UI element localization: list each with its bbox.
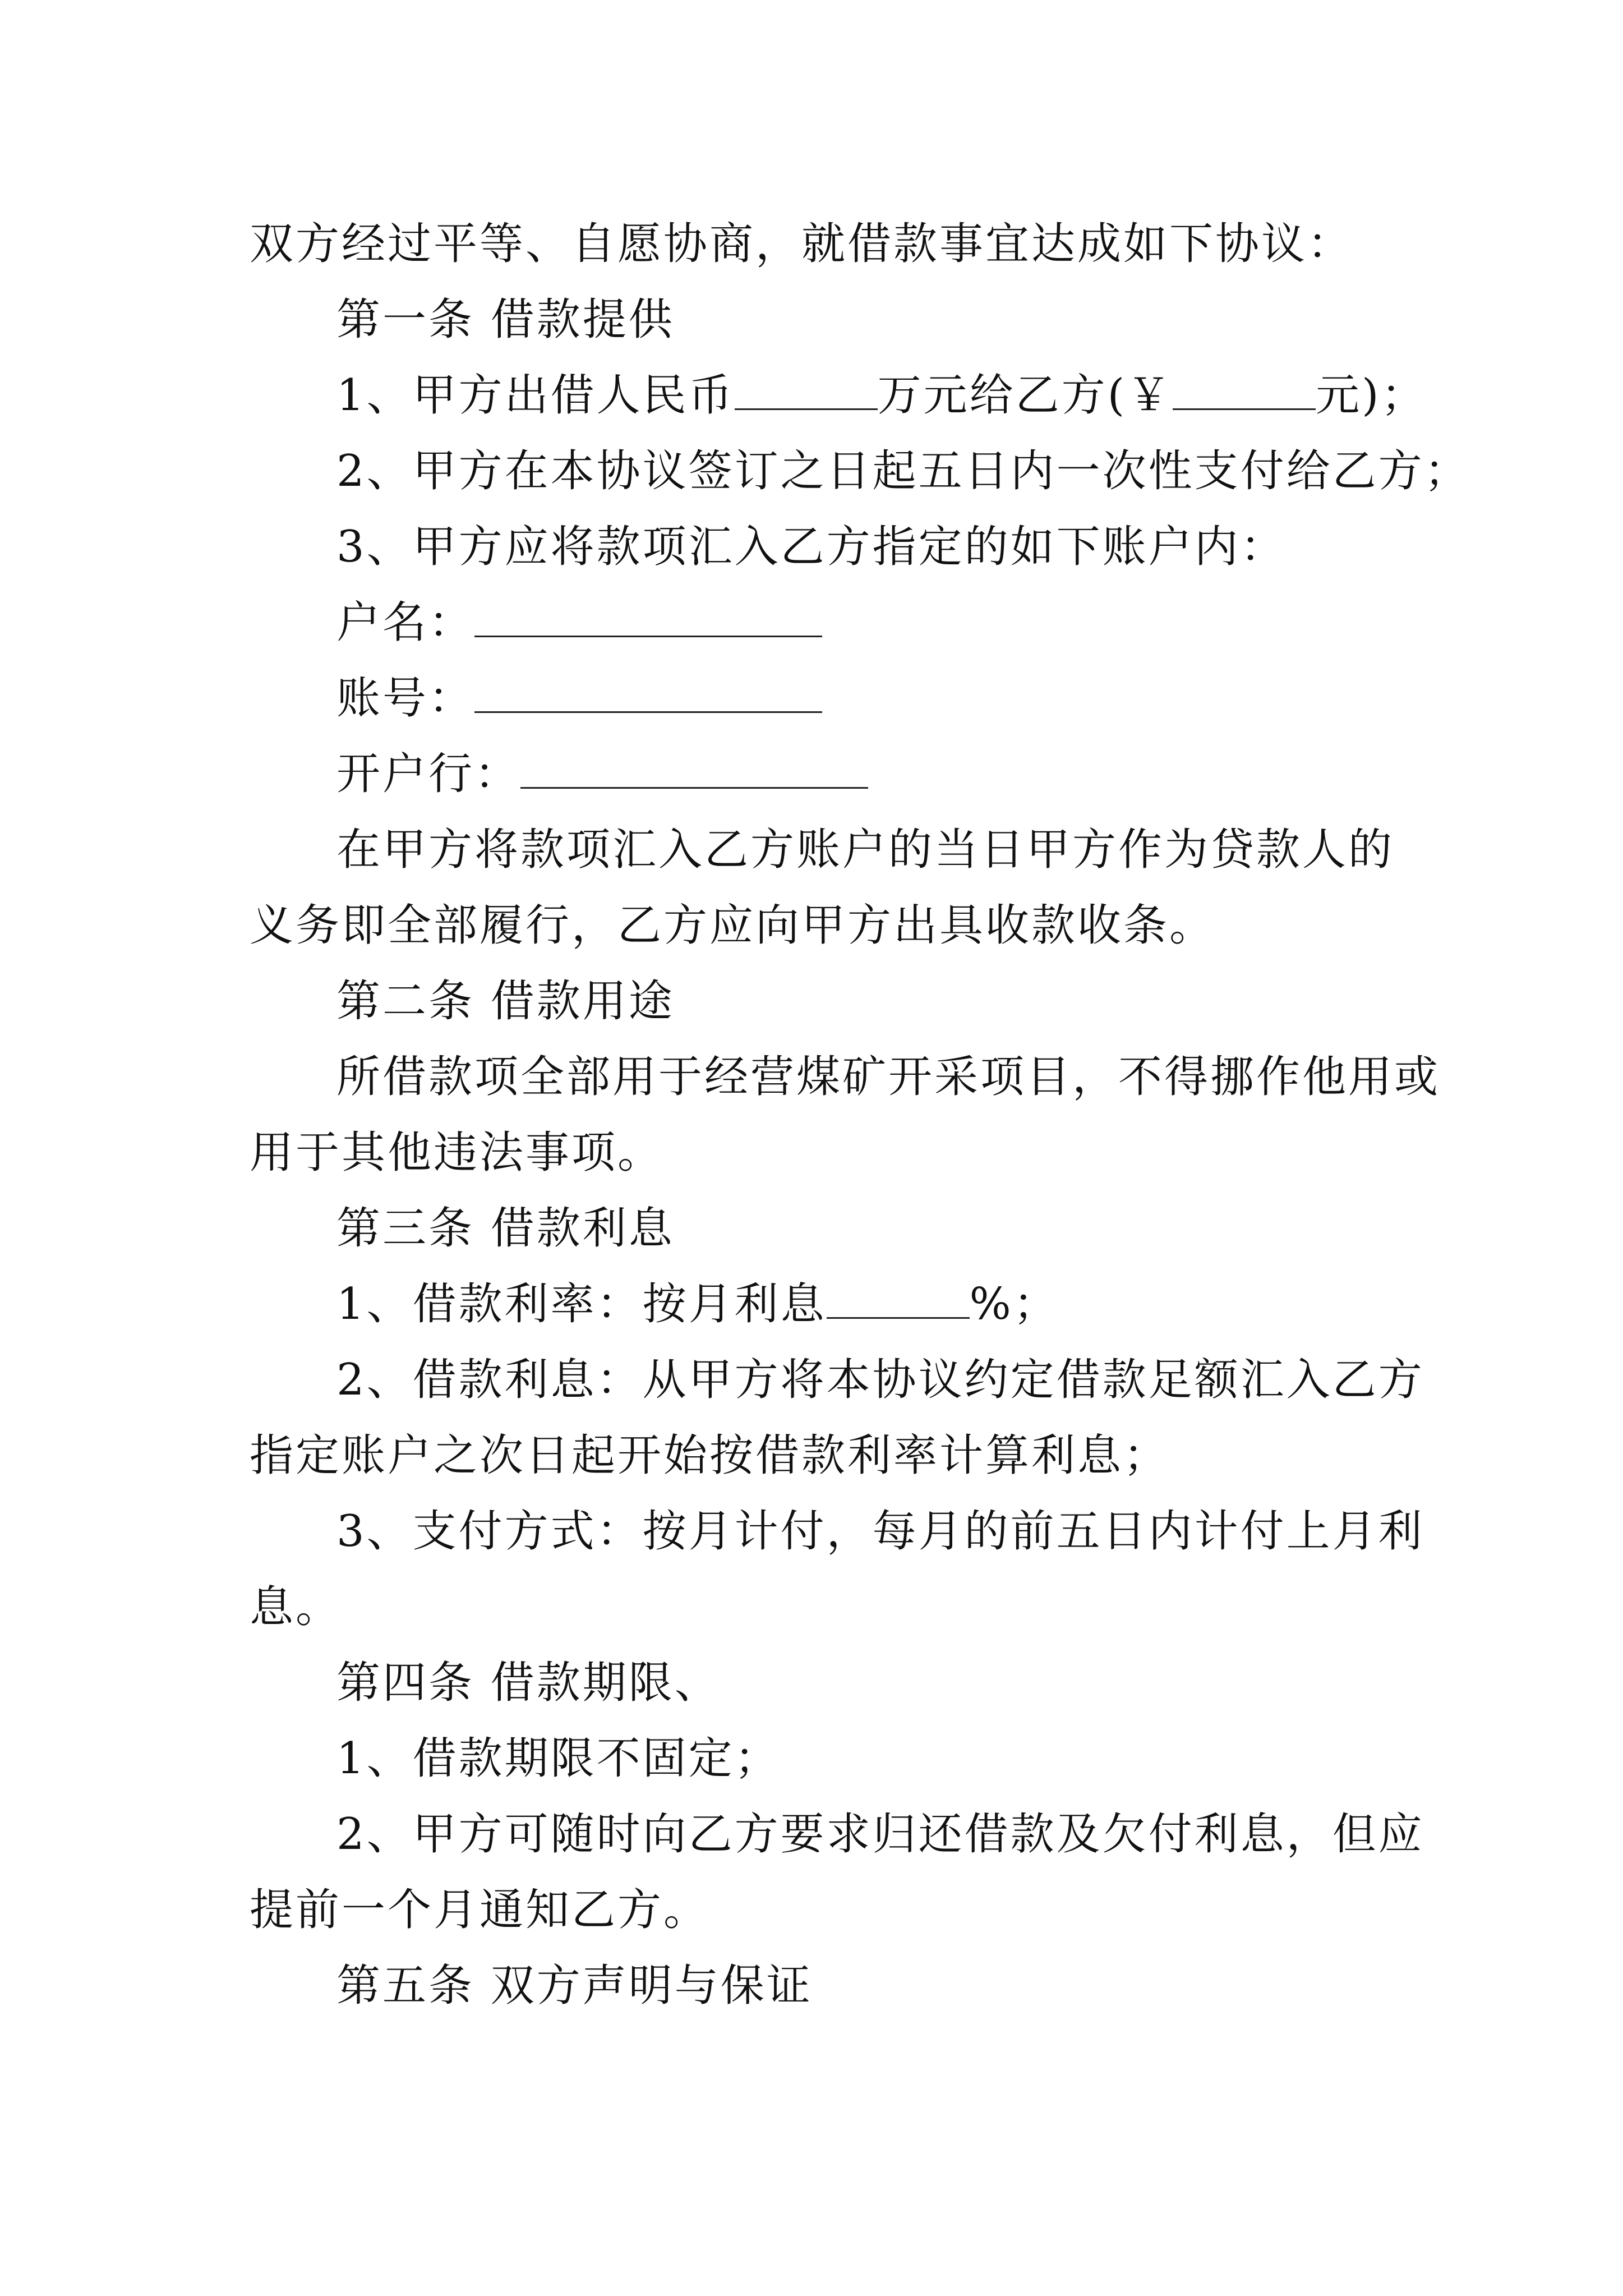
loan-amount-blank <box>735 369 878 410</box>
interest-rate-suffix: %； <box>969 1279 1059 1329</box>
article-1-item-2: 2、甲方在本协议签订之日起五日内一次性支付给乙方； <box>336 446 1470 496</box>
intro-line: 双方经过平等、自愿协商，就借款事宜达成如下协议： <box>250 219 1354 269</box>
account-name-label: 户名： <box>336 597 475 648</box>
article-3-item-2-line-2: 指定账户之次日起开始按借款利率计算利息； <box>250 1430 1170 1481</box>
article-1-item-3: 3、甲方应将款项汇入乙方指定的如下账户内： <box>336 522 1287 572</box>
account-number-blank <box>474 672 822 713</box>
account-number-line <box>336 670 822 726</box>
article-3-item-1 <box>336 1276 1059 1332</box>
loan-amount-prefix: 1、甲方出借人民币 <box>336 370 735 421</box>
article-3-item-3-line-2: 息。 <box>250 1582 342 1632</box>
bank-label: 开户行： <box>336 749 521 799</box>
interest-rate-prefix: 1、借款利率：按月利息 <box>336 1279 827 1329</box>
article-2-title: 第二条 借款用途 <box>336 976 675 1027</box>
article-1-item-1 <box>336 367 1427 424</box>
article-1-note-line-1: 在甲方将款项汇入乙方账户的当日甲方作为贷款人的 <box>336 825 1395 875</box>
loan-amount-yuan-blank <box>1173 369 1316 410</box>
article-4-title: 第四条 借款期限、 <box>336 1658 721 1708</box>
loan-amount-middle: 万元给乙方(￥ <box>877 370 1173 421</box>
account-name-line <box>336 595 822 651</box>
bank-line <box>336 746 868 802</box>
article-5-title: 第五条 双方声明与保证 <box>336 1961 813 2011</box>
account-name-blank <box>474 596 822 637</box>
account-number-label: 账号： <box>336 673 475 724</box>
article-1-title: 第一条 借款提供 <box>336 295 675 345</box>
loan-amount-suffix: 元)； <box>1316 370 1427 421</box>
article-3-item-2-line-1: 2、借款利息：从甲方将本协议约定借款足额汇入乙方 <box>336 1355 1424 1405</box>
article-4-item-1: 1、借款期限不固定； <box>336 1733 781 1784</box>
bank-blank <box>520 748 868 789</box>
article-2-body-line-2: 用于其他违法事项。 <box>250 1128 664 1178</box>
article-4-item-2-line-1: 2、甲方可随时向乙方要求归还借款及欠付利息，但应 <box>336 1809 1424 1860</box>
article-3-title: 第三条 借款利息 <box>336 1203 675 1254</box>
article-2-body-line-1: 所借款项全部用于经营煤矿开采项目，不得挪作他用或 <box>336 1052 1441 1102</box>
article-4-item-2-line-2: 提前一个月通知乙方。 <box>250 1885 710 1935</box>
article-1-note-line-2: 义务即全部履行，乙方应向甲方出具收款收条。 <box>250 900 1216 951</box>
interest-rate-blank <box>827 1278 970 1319</box>
article-3-item-3-line-1: 3、支付方式：按月计付，每月的前五日内计付上月利 <box>336 1506 1424 1557</box>
